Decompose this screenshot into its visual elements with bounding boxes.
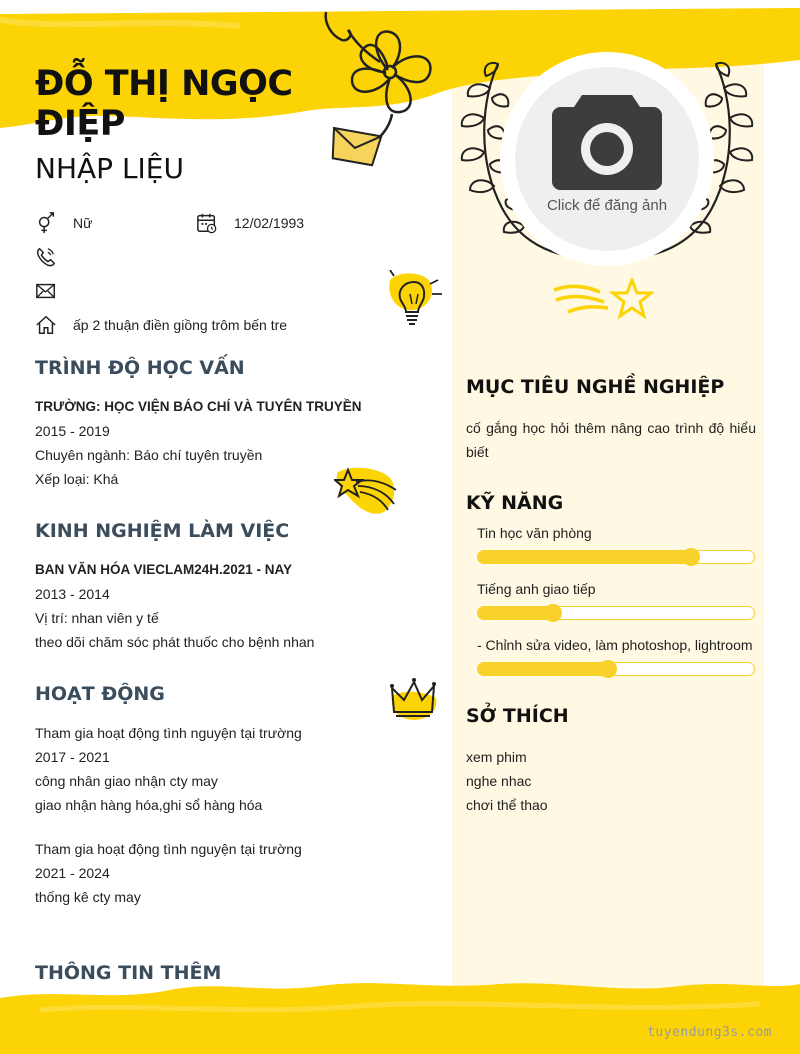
address-value: ấp 2 thuận điền giồng trôm bến tre: [73, 317, 288, 333]
education-major: Chuyên ngành: Báo chí tuyên truyền: [35, 447, 263, 463]
activity-1-description: giao nhận hàng hóa,ghi sổ hàng hóa: [35, 797, 263, 813]
experience-position: Vị trí: nhan viên y tế: [35, 610, 159, 626]
home-icon: [35, 314, 57, 336]
education-grade: Xếp loại: Khá: [35, 471, 119, 487]
skill-label: - Chỉnh sửa video, làm photoshop, lightroom: [477, 637, 753, 653]
avatar-upload[interactable]: [515, 67, 699, 251]
experience-years: 2013 - 2014: [35, 586, 110, 602]
company-name: BAN VĂN HÓA VIECLAM24H.2021 - NAY: [35, 562, 293, 577]
activities-group-2: [35, 837, 302, 909]
calendar-icon: [196, 212, 218, 234]
phone-row: [35, 246, 73, 268]
avatar-upload-caption: Click để đăng ảnh: [546, 197, 668, 214]
phone-icon: [35, 246, 57, 268]
gender-row: [35, 212, 92, 234]
job-title: NHẬP LIỆU: [35, 152, 184, 185]
skill-bar-fill: [478, 663, 608, 675]
skill-bar-fill: [478, 607, 553, 619]
star-streak-doodle-icon: [552, 278, 654, 326]
experience-heading: KINH NGHIỆM LÀM VIỆC: [35, 520, 290, 542]
address-row: [35, 314, 287, 336]
crown-doodle-icon: [388, 676, 440, 722]
skill-bar: [477, 550, 755, 564]
skill-bar-knob: [599, 660, 617, 678]
skill-bar-knob: [544, 604, 562, 622]
education-details: [35, 395, 361, 491]
hobby-item: xem phim: [466, 749, 527, 765]
activity-1-years: 2017 - 2021: [35, 749, 110, 765]
school-name: TRƯỜNG: HỌC VIỆN BÁO CHÍ VÀ TUYÊN TRUYỀN: [35, 399, 362, 414]
shooting-star-doodle-icon: [334, 464, 400, 520]
skills-heading: KỸ NĂNG: [466, 492, 564, 514]
skill-bar: [477, 662, 755, 676]
activities-group-1: [35, 721, 302, 817]
gender-value: Nữ: [73, 215, 93, 231]
objective-text: cố gắng học hỏi thêm nâng cao trình độ hiểu biết: [466, 420, 756, 460]
camera-icon: [552, 95, 662, 190]
hobbies-list: [466, 745, 756, 817]
activity-1-title: Tham gia hoạt động tình nguyện tại trường: [35, 725, 302, 741]
activity-1-role: công nhân giao nhận cty may: [35, 773, 218, 789]
flower-doodle-icon: [318, 10, 443, 170]
watermark: tuyendung3s.com: [647, 1025, 772, 1040]
lightbulb-doodle-icon: [384, 270, 448, 332]
dob-value: 12/02/1993: [234, 215, 305, 231]
education-heading: TRÌNH ĐỘ HỌC VẤN: [35, 357, 245, 379]
extra-info-heading: THÔNG TIN THÊM: [35, 962, 222, 984]
activity-2-years: 2021 - 2024: [35, 865, 110, 881]
email-row: [35, 280, 73, 302]
skill-bar-knob: [682, 548, 700, 566]
objective-heading: MỤC TIÊU NGHỀ NGHIỆP: [466, 376, 725, 398]
hobby-item: chơi thể thao: [466, 797, 548, 813]
skill-bar-fill: [478, 551, 691, 563]
experience-description: theo dõi chăm sóc phát thuốc cho bệnh nhan: [35, 634, 315, 650]
activity-2-role: thống kê cty may: [35, 889, 141, 905]
hobbies-heading: SỞ THÍCH: [466, 705, 569, 727]
candidate-name: ĐỖ THỊ NGỌC ĐIỆP: [35, 64, 293, 144]
mail-icon: [35, 280, 57, 302]
activities-heading: HOẠT ĐỘNG: [35, 683, 165, 705]
experience-details: [35, 558, 314, 654]
skill-label: Tin học văn phòng: [477, 525, 592, 541]
education-years: 2015 - 2019: [35, 423, 110, 439]
gender-icon: [35, 212, 57, 234]
skill-bar: [477, 606, 755, 620]
skill-label: Tiếng anh giao tiếp: [477, 581, 596, 597]
activity-2-title: Tham gia hoạt động tình nguyện tại trường: [35, 841, 302, 857]
dob-row: [196, 212, 304, 234]
hobby-item: nghe nhac: [466, 773, 532, 789]
